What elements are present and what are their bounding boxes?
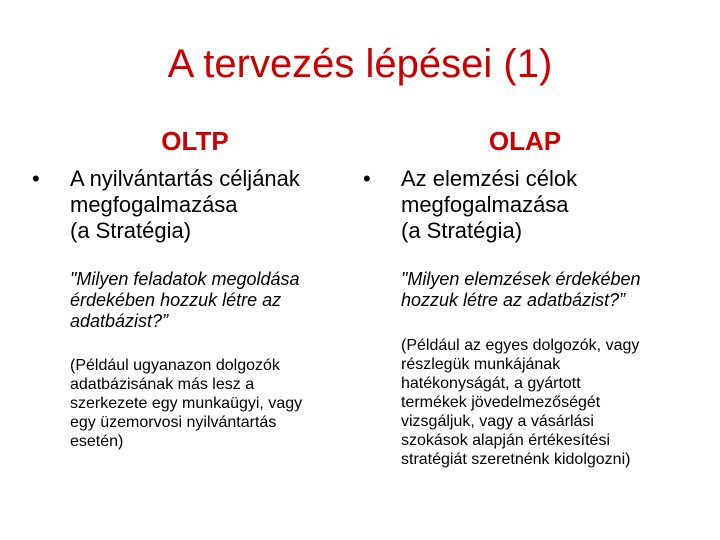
olap-bullet-text: Az elemzési célok megfogalmazása (a Stratégia) — [401, 166, 578, 243]
oltp-heading: OLTP — [161, 126, 229, 156]
olap-heading: OLAP — [488, 126, 562, 156]
slide-title: A tervezés lépései (1) — [167, 42, 553, 86]
olap-example: (Például az egyes dolgozók, vagy részlegük munkájának hatékonyságát, a gyártott termékek jövedelmezőségét vizsgáljuk, vagy a vásárlási szokások alapján értékesítési stratégiát szeretnénk kidolgozni) — [401, 337, 640, 468]
bullet-icon: • — [363, 166, 371, 191]
olap-question: "Milyen elemzések érdekében hozzuk létre az adatbázist?” — [401, 269, 641, 310]
oltp-bullet-text: A nyilvántartás céljának megfogalmazása (a Stratégia) — [70, 166, 300, 243]
bullet-icon: • — [32, 166, 40, 191]
oltp-question: "Milyen feladatok megoldása érdekében hozzuk létre az adatbázist?” — [70, 269, 300, 331]
oltp-example: (Például ugyanazon dolgozók adatbázisának más lesz a szerkezete egy munkaügyi, vagy egy üzemorvosi nyilvántartás esetén) — [70, 357, 303, 450]
